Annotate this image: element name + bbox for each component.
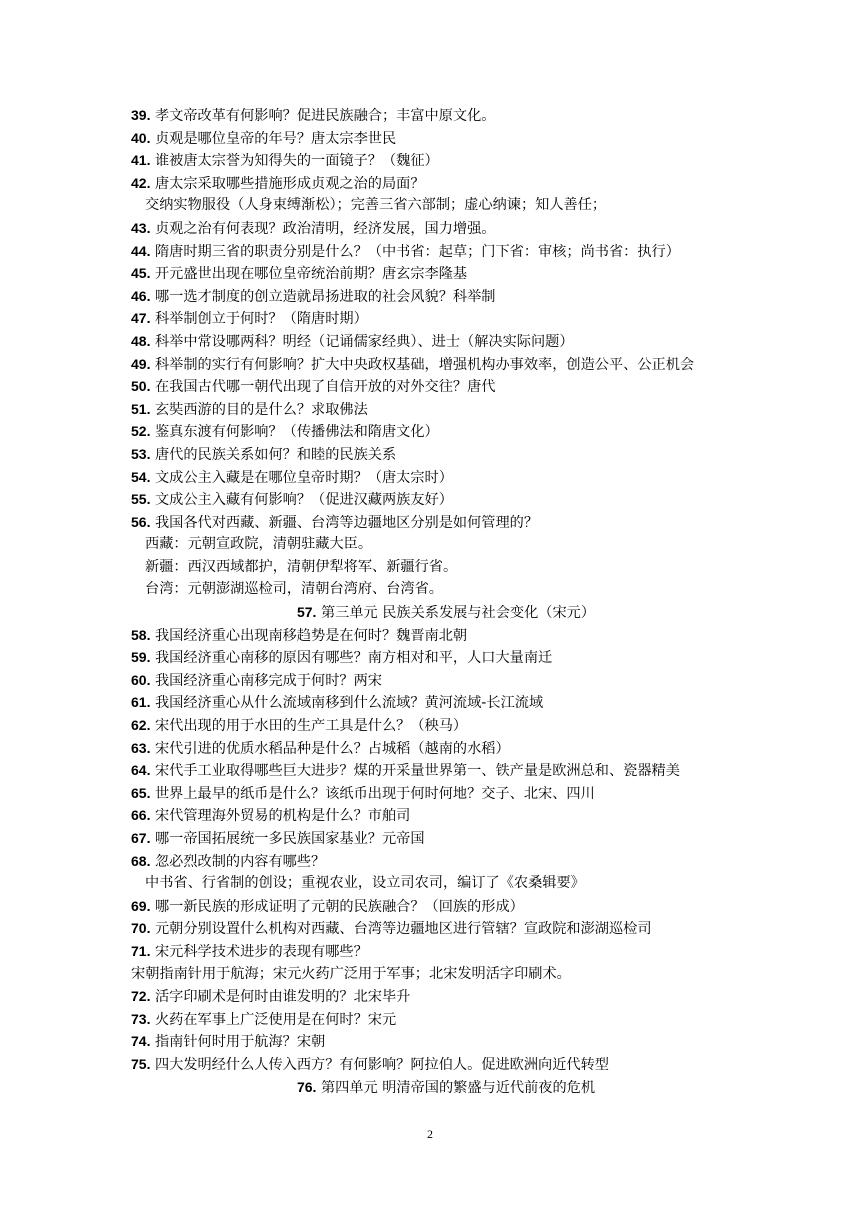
question-line bbox=[131, 827, 771, 850]
item-number: 42. bbox=[131, 174, 151, 191]
question-line bbox=[131, 895, 771, 918]
item-number: 70. bbox=[131, 920, 151, 937]
item-number: 68. bbox=[131, 852, 151, 869]
item-text: 孝文帝改革有何影响？促进民族融合；丰富中原文化。 bbox=[154, 108, 496, 124]
item-text: 文成公主入藏是在哪位皇帝时期？（唐太宗时） bbox=[154, 469, 453, 486]
item-text: 宋代出现的用于水田的生产工具是什么？（秧马） bbox=[154, 718, 468, 735]
item-number: 76. bbox=[296, 1078, 317, 1095]
item-number: 72. bbox=[131, 988, 151, 1005]
item-number: 67. bbox=[131, 830, 151, 846]
item-number: 61. bbox=[131, 694, 151, 711]
item-text: 我国各代对西藏、新疆、台湾等边疆地区分别是如何管理的？ bbox=[154, 514, 539, 531]
item-number: 74. bbox=[131, 1033, 151, 1050]
item-number: 41. bbox=[131, 152, 151, 169]
item-text: 科举制创立于何时？（隋唐时期） bbox=[154, 311, 368, 328]
question-line bbox=[131, 850, 771, 873]
item-number: 46. bbox=[131, 287, 151, 304]
question-line bbox=[131, 646, 771, 669]
item-number: 52. bbox=[131, 423, 151, 440]
question-line bbox=[131, 782, 771, 805]
item-number: 63. bbox=[131, 739, 151, 756]
item-text: 元朝分别设置什么机构对西藏、台湾等边疆地区进行管辖？宣政院和澎湖巡检司 bbox=[154, 921, 652, 938]
item-number: 58. bbox=[131, 626, 151, 643]
item-number: 57. bbox=[296, 604, 317, 621]
question-line bbox=[131, 1030, 771, 1053]
question-line bbox=[131, 940, 771, 963]
question-line bbox=[131, 624, 771, 647]
question-line bbox=[131, 872, 771, 895]
item-text: 谁被唐太宗誉为知得失的一面镜子？（魏征） bbox=[154, 153, 439, 170]
item-text: 交纳实物服役（人身束缚渐松）；完善三省六部制；虚心纳谏；知人善任； bbox=[145, 197, 607, 214]
item-text: 在我国古代哪一朝代出现了自信开放的对外交往？唐代 bbox=[154, 379, 496, 396]
item-text: 哪一帝国拓展统一多民族国家基业？元帝国 bbox=[154, 831, 425, 847]
item-text: 玄奘西游的目的是什么？求取佛法 bbox=[154, 401, 368, 418]
section-heading bbox=[131, 601, 761, 624]
question-line bbox=[131, 556, 771, 579]
item-text: 贞观是哪位皇帝的年号？唐太宗李世民 bbox=[154, 130, 397, 147]
item-text: 唐代的民族关系如何？和睦的民族关系 bbox=[154, 446, 397, 463]
item-text: 哪一选才制度的创立造就昂扬进取的社会风貌？科举制 bbox=[154, 288, 496, 305]
question-line bbox=[131, 714, 771, 737]
item-number: 65. bbox=[131, 784, 151, 801]
item-text: 指南针何时用于航海？宋朝 bbox=[154, 1034, 326, 1051]
item-number: 54. bbox=[131, 468, 151, 485]
item-text: 第三单元 民族关系发展与社会变化（宋元） bbox=[320, 605, 596, 622]
question-line bbox=[131, 1053, 771, 1076]
question-line bbox=[131, 330, 771, 353]
question-line bbox=[131, 262, 771, 285]
question-line bbox=[131, 1008, 771, 1031]
item-text: 我国经济重心从什么流域南移到什么流域？黄河流域-长江流域 bbox=[154, 695, 544, 712]
item-number: 43. bbox=[131, 219, 151, 236]
question-line bbox=[131, 804, 771, 827]
item-text: 西藏：元朝宣政院，清朝驻藏大臣。 bbox=[145, 536, 373, 553]
item-number: 62. bbox=[131, 717, 151, 734]
item-text: 宋代管理海外贸易的机构是什么？市舶司 bbox=[154, 808, 411, 825]
section-heading bbox=[131, 1076, 761, 1099]
item-text: 我国经济重心南移完成于何时？两宋 bbox=[154, 672, 382, 689]
item-text: 世界上最早的纸币是什么？该纸币出现于何时何地？交子、北宋、四川 bbox=[154, 785, 595, 802]
question-line bbox=[131, 985, 771, 1008]
item-text: 贞观之治有何表现？政治清明，经济发展，国力增强。 bbox=[154, 220, 496, 237]
item-number: 48. bbox=[131, 332, 151, 349]
item-number: 60. bbox=[131, 671, 151, 688]
question-line bbox=[131, 578, 771, 601]
question-line bbox=[131, 149, 771, 172]
page-number: 2 bbox=[427, 1127, 433, 1141]
item-text: 台湾：元朝澎湖巡检司，清朝台湾府、台湾省。 bbox=[145, 581, 443, 598]
question-line bbox=[131, 194, 771, 217]
item-text: 中书省、行省制的创设；重视农业，设立司农司，编订了《农桑辑要》 bbox=[145, 875, 585, 892]
question-line bbox=[131, 443, 771, 466]
question-line bbox=[131, 285, 771, 308]
item-text: 四大发明经什么人传入西方？有何影响？阿拉伯人。促进欧洲向近代转型 bbox=[154, 1056, 609, 1073]
question-line bbox=[131, 217, 771, 240]
item-number: 59. bbox=[131, 649, 151, 666]
item-number: 71. bbox=[131, 942, 151, 959]
item-number: 40. bbox=[131, 129, 151, 146]
item-text: 火药在军事上广泛使用是在何时？宋元 bbox=[154, 1011, 397, 1028]
question-line bbox=[131, 691, 771, 714]
item-text: 鉴真东渡有何影响？（传播佛法和隋唐文化） bbox=[154, 424, 439, 441]
item-text: 我国经济重心南移的原因有哪些？南方相对和平，人口大量南迁 bbox=[154, 650, 553, 667]
item-number: 64. bbox=[131, 762, 151, 779]
question-line bbox=[131, 488, 771, 511]
item-text: 活字印刷术是何时由谁发明的？北宋毕升 bbox=[154, 989, 411, 1006]
item-text: 我国经济重心出现南移趋势是在何时？魏晋南北朝 bbox=[154, 627, 468, 644]
question-line bbox=[131, 669, 771, 692]
item-text: 宋朝指南针用于航海；宋元火药广泛用于军事；北宋发明活字印刷术。 bbox=[131, 965, 571, 982]
question-line bbox=[131, 511, 771, 534]
item-text: 第四单元 明清帝国的繁盛与近代前夜的危机 bbox=[320, 1079, 596, 1096]
question-line bbox=[131, 533, 771, 556]
item-text: 新疆：西汉西域都护，清朝伊犁将军、新疆行省。 bbox=[145, 558, 458, 575]
item-number: 69. bbox=[131, 897, 151, 914]
item-text: 科举中常设哪两科？明经（记诵儒家经典）、进士（解决实际问题） bbox=[154, 333, 574, 350]
item-number: 56. bbox=[131, 513, 151, 530]
question-line bbox=[131, 375, 771, 398]
question-line bbox=[131, 353, 771, 376]
question-line bbox=[131, 240, 771, 263]
question-line bbox=[131, 420, 771, 443]
item-number: 44. bbox=[131, 242, 151, 259]
item-text: 开元盛世出现在哪位皇帝统治前期？唐玄宗李隆基 bbox=[154, 266, 468, 283]
question-line bbox=[131, 398, 771, 421]
item-text: 宋元科学技术进步的表现有哪些？ bbox=[154, 943, 368, 960]
question-line bbox=[131, 963, 771, 986]
item-text: 唐太宗采取哪些措施形成贞观之治的局面？ bbox=[154, 175, 425, 192]
item-text: 宋代引进的优质水稻品种是什么？占城稻（越南的水稻） bbox=[154, 740, 510, 757]
question-line bbox=[131, 737, 771, 760]
question-line bbox=[131, 307, 771, 330]
question-line bbox=[131, 917, 771, 940]
item-number: 45. bbox=[131, 265, 151, 282]
question-line bbox=[131, 466, 771, 489]
question-line bbox=[131, 759, 771, 782]
item-number: 66. bbox=[131, 807, 151, 824]
question-line bbox=[131, 127, 771, 150]
question-list bbox=[131, 104, 771, 1098]
item-number: 47. bbox=[131, 310, 151, 327]
item-text: 科举制的实行有何影响？扩大中央政权基础，增强机构办事效率，创造公平、公正机会 bbox=[154, 356, 695, 373]
item-text: 文成公主入藏有何影响？（促进汉藏两族友好） bbox=[154, 492, 453, 509]
question-line bbox=[131, 104, 771, 127]
item-number: 39. bbox=[131, 107, 151, 123]
item-number: 50. bbox=[131, 378, 151, 395]
item-number: 51. bbox=[131, 400, 151, 417]
question-line bbox=[131, 172, 771, 195]
item-number: 75. bbox=[131, 1055, 151, 1072]
item-text: 宋代手工业取得哪些巨大进步？煤的开采量世界第一、铁产量是欧洲总和、瓷器精美 bbox=[154, 763, 680, 780]
item-number: 49. bbox=[131, 355, 151, 372]
item-text: 隋唐时期三省的职责分别是什么？（中书省：起草；门下省：审核；尚书省：执行） bbox=[154, 243, 680, 260]
item-number: 73. bbox=[131, 1010, 151, 1027]
item-number: 53. bbox=[131, 445, 151, 462]
item-number: 55. bbox=[131, 491, 151, 508]
item-text: 忽必烈改制的内容有哪些？ bbox=[154, 853, 326, 870]
item-text: 哪一新民族的形成证明了元朝的民族融合？（回族的形成） bbox=[154, 898, 524, 915]
